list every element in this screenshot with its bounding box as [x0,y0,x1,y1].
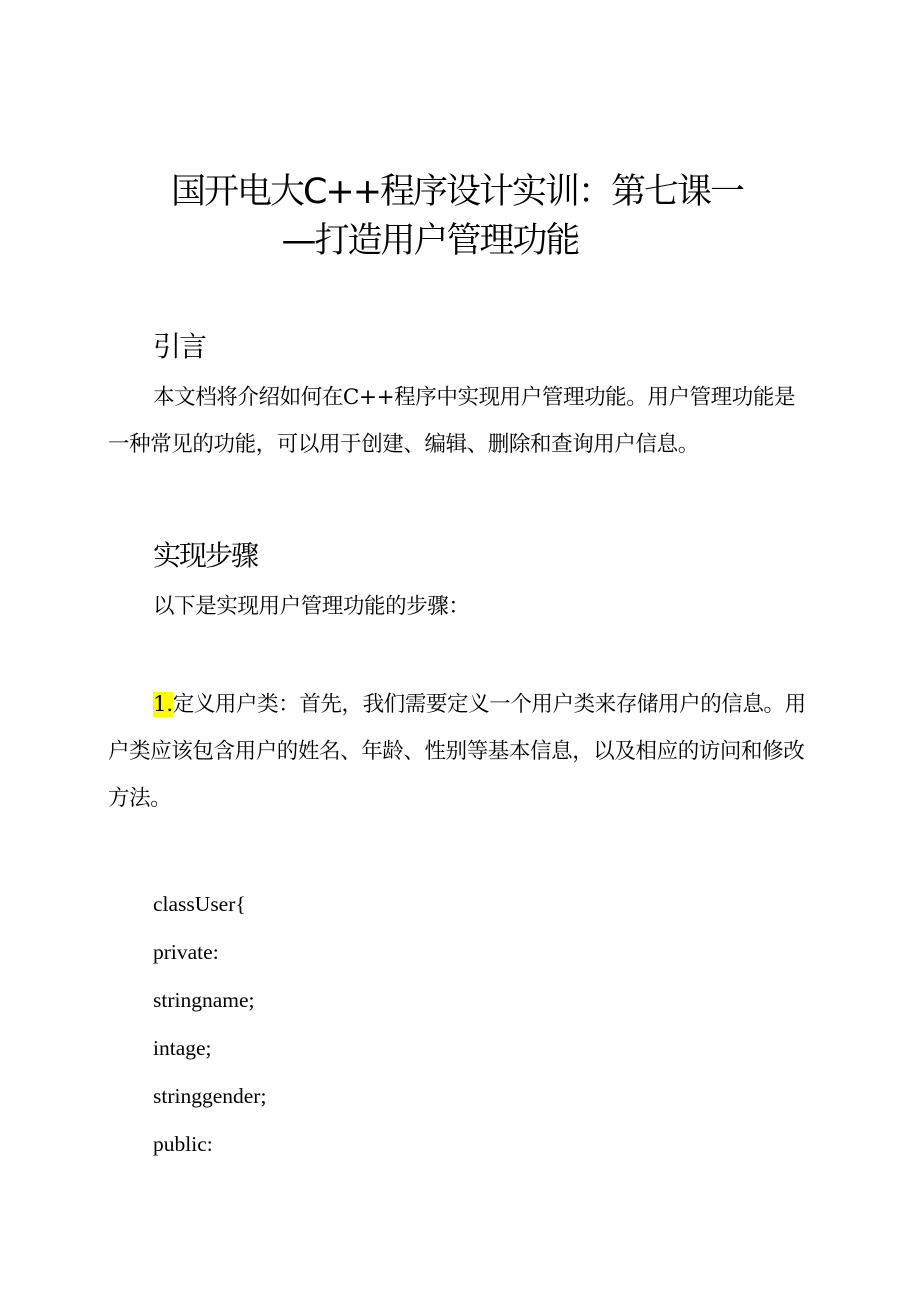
code-line: stringgender; [153,1084,267,1108]
code-line: private: [153,940,219,964]
introduction-paragraph: 本文档将介绍如何在C++程序中实现用户管理功能。用户管理功能是一种常见的功能，可以用于创建、编辑、删除和查询用户信息。 [108,385,796,457]
section-heading-introduction: 引言 [153,330,206,363]
step-1-paragraph [108,681,808,822]
document-title-line-2: —打造用户管理功能 [281,221,579,261]
code-line: intage; [153,1036,212,1060]
code-line: public: [153,1132,213,1156]
step-1-number-highlight: 1. [153,692,173,717]
code-line: classUser{ [153,892,246,916]
code-block [153,880,266,1168]
step-1-text: 定义用户类：首先，我们需要定义一个用户类来存储用户的信息。用户类应该包含用户的姓名、年龄、性别等基本信息，以及相应的访问和修改方法。 [108,692,806,811]
section-heading-steps: 实现步骤 [153,539,258,572]
code-line: stringname; [153,988,255,1012]
steps-intro-paragraph: 以下是实现用户管理功能的步骤： [153,594,470,619]
document-title-line-1: 国开电大C++程序设计实训：第七课一 [170,172,744,212]
